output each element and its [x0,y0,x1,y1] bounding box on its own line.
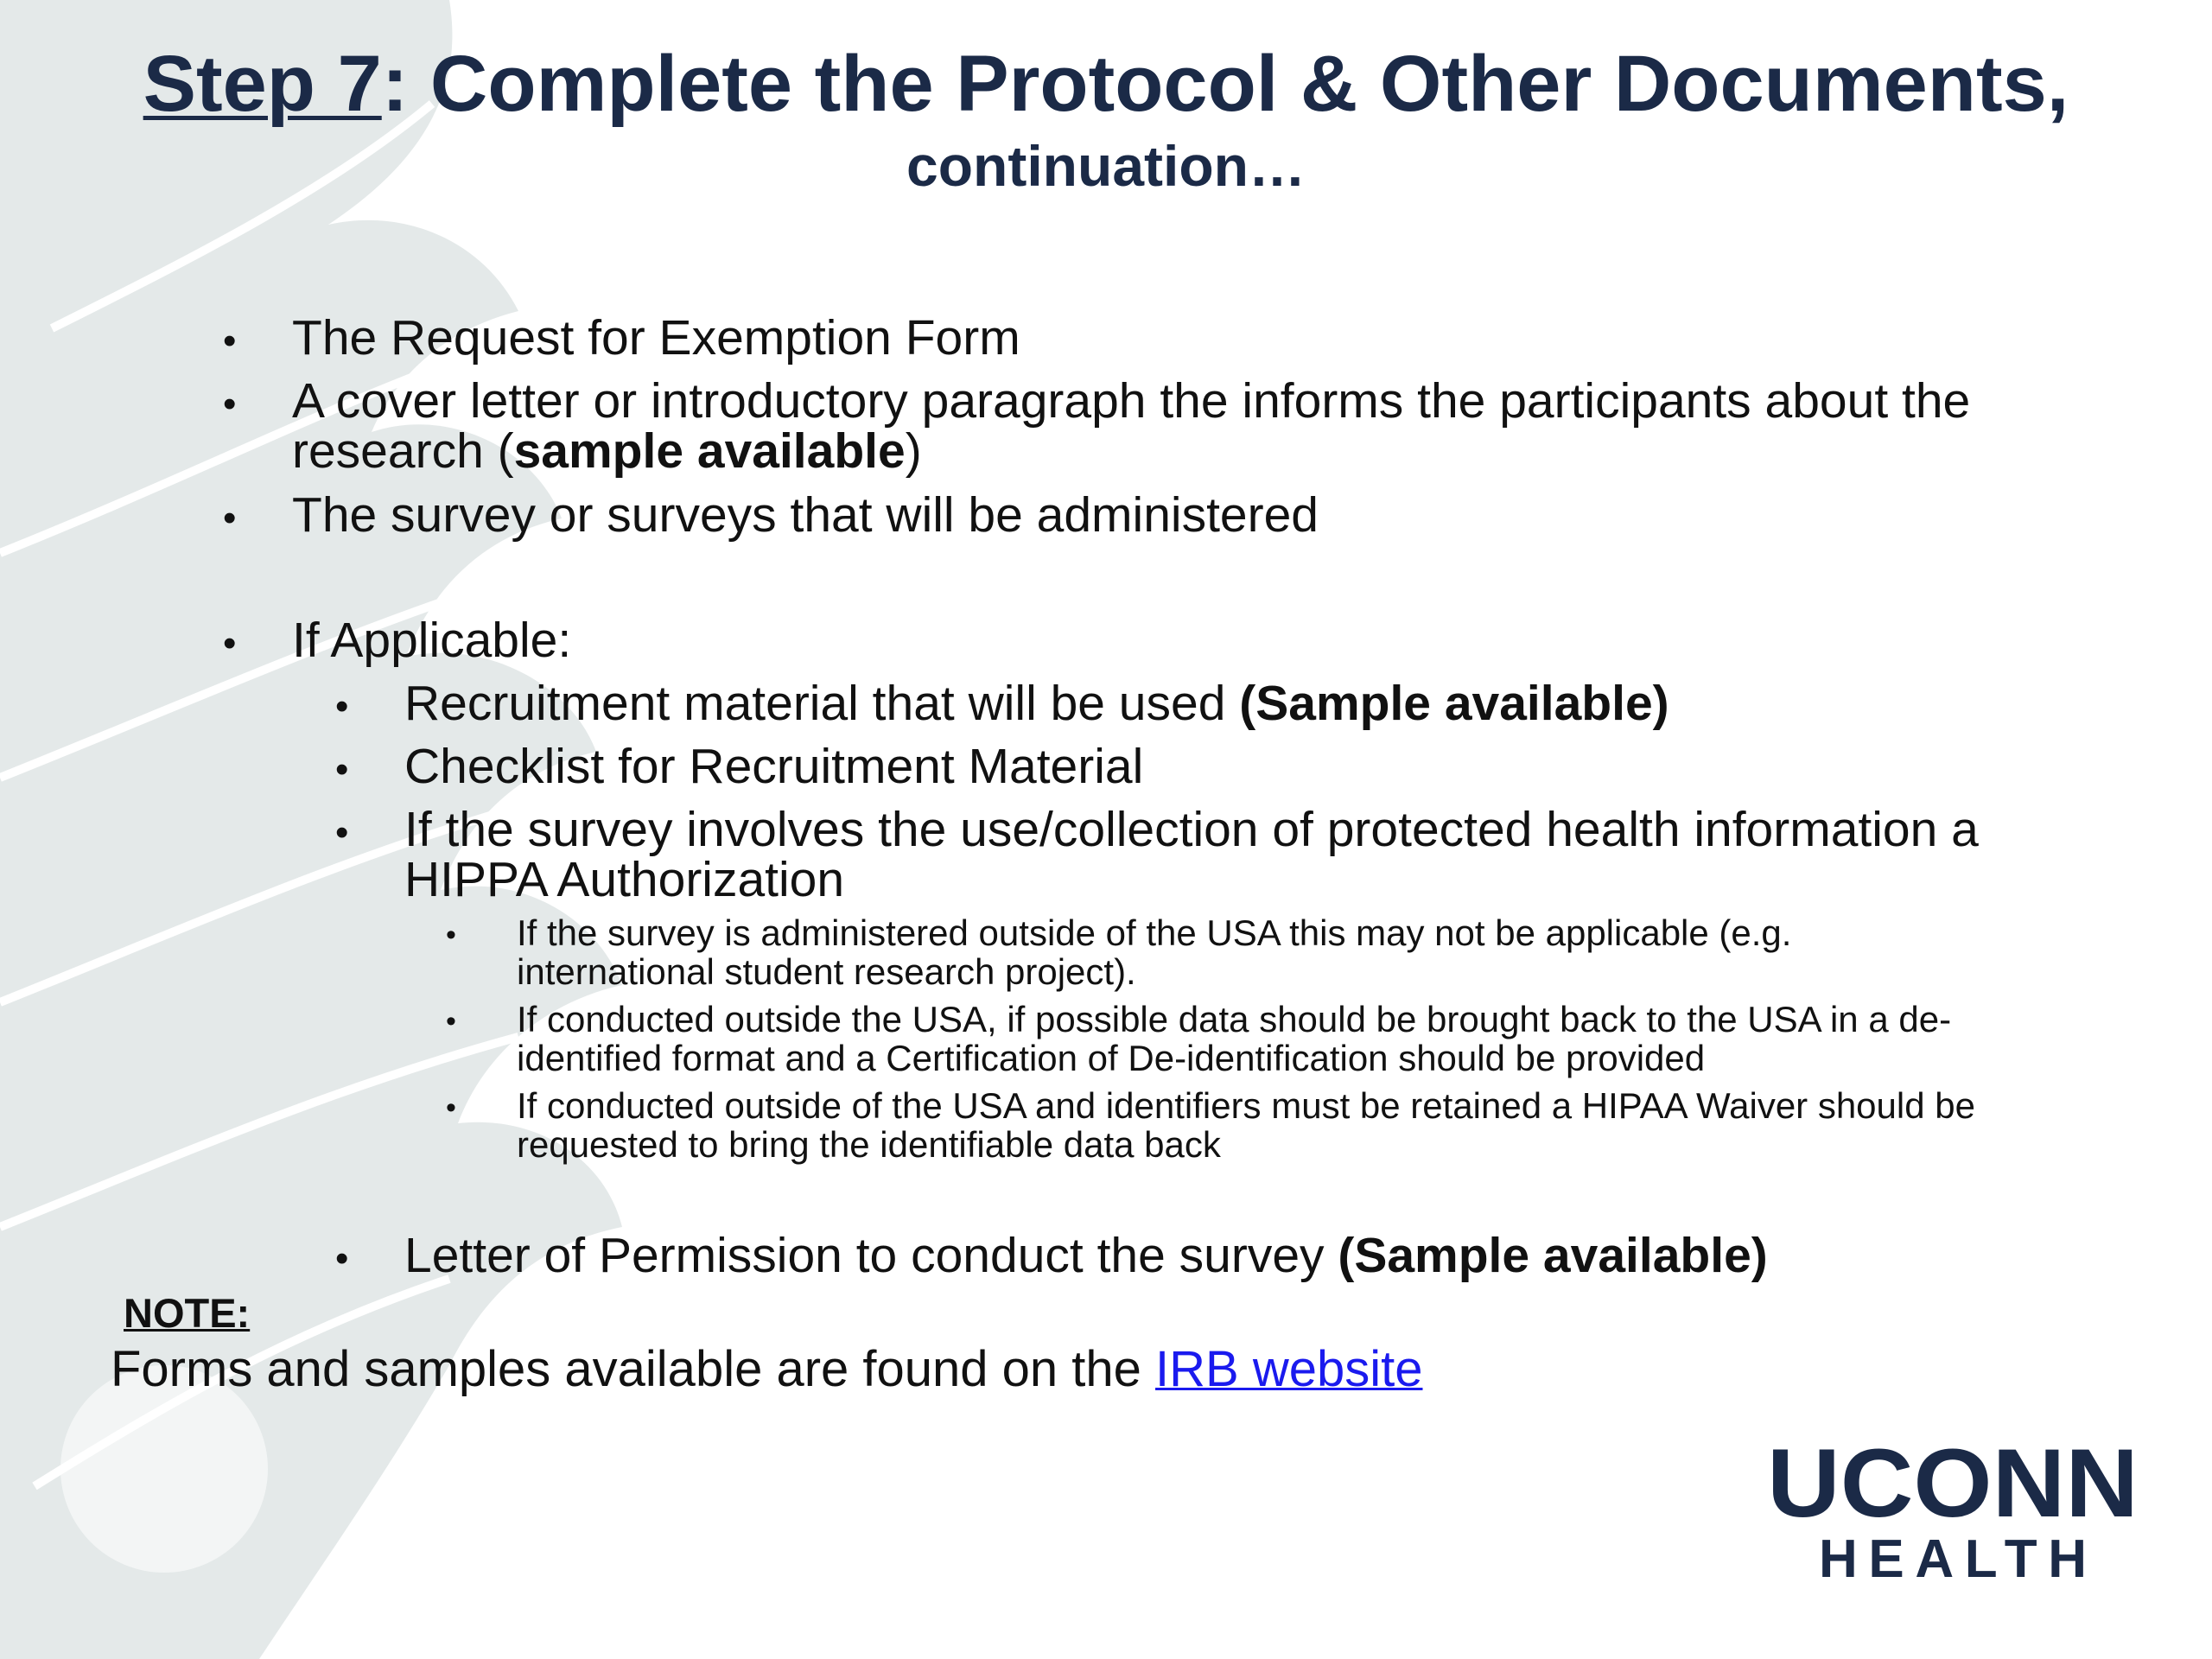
bullet-dot: • [223,622,237,664]
list-item-line: If conducted outside of the USA and identifiers must be retained a HIPAA Waiver should be [517,1085,1975,1126]
list-item-line: international student research project). [517,951,1136,992]
sub-sub-list-item [517,1000,1951,1077]
list-item-bold: (Sample available) [1239,676,1669,731]
list-item-bold: (Sample available) [1338,1228,1768,1283]
list-item-text: research ( [292,423,514,479]
note-body: Forms and samples available are found on the [111,1341,1156,1397]
list-item-line: identified format and a Certification of De-identification should be provided [517,1038,1706,1078]
title-step: Step 7 [143,40,382,128]
list-item: The survey or surveys that will be administered [292,487,1319,543]
list-item-text: ) [905,423,922,479]
list-item-line: If the survey is administered outside of the USA this may not be applicable (e.g. [517,912,1792,953]
title-rest: : Complete the Protocol & Other Documents, [381,40,2069,128]
bullet-dot: • [223,497,237,539]
bullet-dot: • [446,1091,456,1124]
list-item-line: A cover letter or introductory paragraph the informs the participants about the [292,373,1971,429]
logo-line2: HEALTH [1819,1529,2087,1586]
bullet-dot: • [446,918,456,951]
bullet-dot: • [223,383,237,425]
list-item-line: requested to bring the identifiable data back [517,1124,1221,1165]
note-label: NOTE: [124,1290,251,1336]
slide-subtitle: continuation… [906,134,1306,198]
bullet-dot: • [446,1005,456,1038]
uconn-health-logo [1754,1430,2152,1586]
list-item-line: If the survey involves the use/collection of protected health information a [404,802,1979,857]
note-text [111,1341,1423,1398]
sub-list-item: Checklist for Recruitment Material [404,739,1144,794]
sub-list-item [404,1230,1768,1281]
bullet-dot: • [335,748,349,791]
list-item-text: Recruitment material that will be used [404,676,1240,731]
bullet-dot: • [223,320,237,362]
list-item-line: HIPPA Authorization [404,852,845,907]
list-item-bold: sample available [513,423,906,479]
list-item [292,373,1971,479]
list-item-line [292,423,1970,479]
irb-website-link[interactable]: IRB website [1155,1341,1423,1397]
sub-list-item [404,804,1979,905]
bullet-dot: • [335,685,349,728]
sub-list-item [404,676,1669,731]
sub-sub-list-item [517,1086,1975,1164]
list-item-line: If conducted outside the USA, if possible data should be brought back to the USA in a de- [517,999,1952,1039]
list-item-text: Letter of Permission to conduct the survey [404,1228,1338,1283]
list-item: The Request for Exemption Form [292,310,1020,365]
bullet-dot: • [335,811,349,854]
logo-line1: UCONN [1767,1430,2139,1537]
slide-title [0,36,2212,131]
list-item: If Applicable: [292,613,572,668]
sub-sub-list-item [517,913,1791,991]
bullet-dot: • [335,1237,349,1280]
